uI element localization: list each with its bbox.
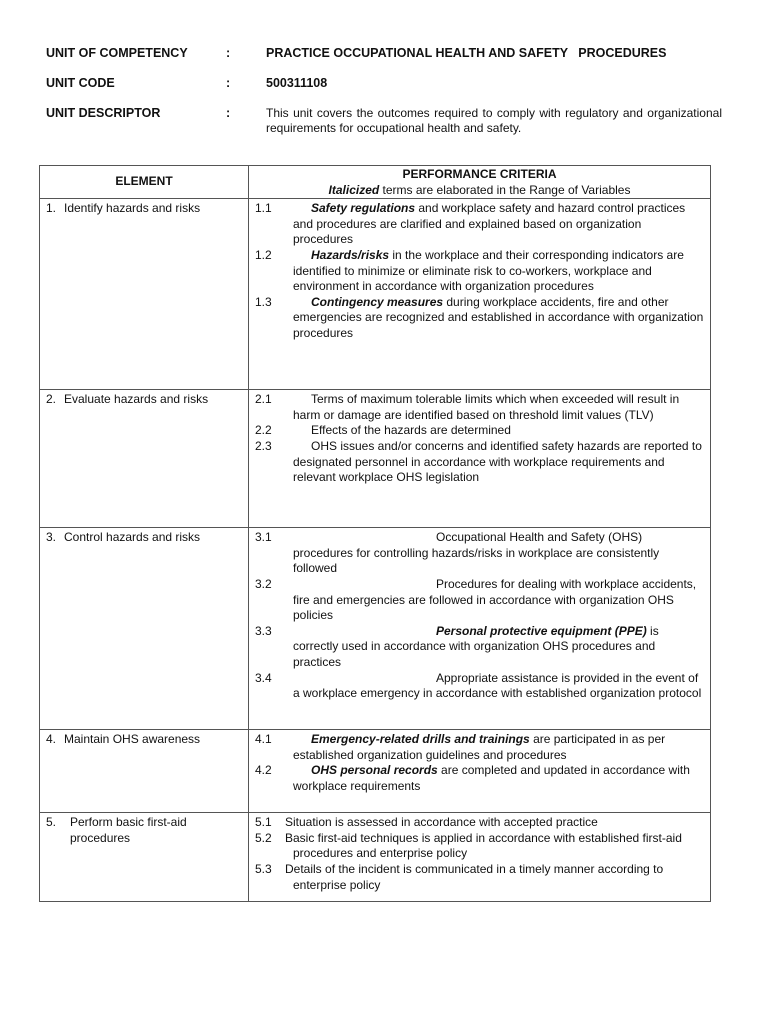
criterion-number: 3.2 [255, 576, 272, 591]
criterion-item [255, 439, 704, 486]
criteria-header-note [329, 183, 631, 197]
unit-code-value: 500311108 [266, 76, 328, 90]
italicized-word: Italicized [328, 182, 380, 197]
criterion-text: Occupational Health and Safety (OHS) procedures for controlling hazards/risks in workplace are consistently followed [293, 530, 660, 576]
criterion-text: Situation is assessed in accordance with accepted practice [285, 815, 598, 830]
unit-of-competency-row [46, 46, 726, 62]
element-number: 1. [46, 201, 57, 216]
criteria-cell [249, 528, 711, 730]
criterion-number: 4.1 [255, 732, 272, 747]
unit-of-competency-label: UNIT OF COMPETENCY [46, 46, 188, 60]
criterion-number: 5.3 [255, 861, 272, 876]
criterion-item [255, 763, 704, 794]
element-cell [40, 390, 249, 528]
criterion-text: Appropriate assistance is provided in the event of a workplace emergency in accordance with established organization protocol [293, 670, 702, 701]
element-cell [40, 730, 249, 813]
element-cell [40, 528, 249, 730]
criterion-text: in the workplace and their corresponding indicators are identified to minimize or eliminate risk to co-workers, workplace and environment in accordance with organization procedures [293, 247, 684, 294]
criterion-number: 4.2 [255, 763, 272, 778]
element-number: 3. [46, 530, 57, 545]
criterion-item [255, 295, 704, 342]
criterion-term: Contingency measures [311, 294, 444, 309]
criterion-number: 1.2 [255, 247, 272, 262]
criterion-number: 1.1 [255, 201, 272, 216]
criteria-cell [249, 813, 711, 902]
element-text: Control hazards and risks [64, 530, 201, 545]
criterion-text: Procedures for dealing with workplace accidents, fire and emergencies are followed in accordance with organization OHS policies [293, 576, 697, 623]
element-wrap [46, 815, 244, 846]
criteria-column-header [249, 166, 711, 199]
criterion-text: are participated in as per established organization guidelines and procedures [293, 732, 666, 762]
criterion-number: 2.2 [255, 423, 272, 438]
criterion-number: 5.1 [255, 815, 272, 830]
unit-descriptor-label: UNIT DESCRIPTOR [46, 106, 161, 120]
criterion-number: 1.3 [255, 294, 272, 309]
criterion-number: 2.1 [255, 392, 272, 407]
table-row [40, 730, 711, 813]
element-number: 5. [46, 815, 57, 830]
criterion-item [255, 671, 704, 702]
element-number: 2. [46, 392, 57, 407]
criterion-number: 5.2 [255, 830, 272, 845]
criterion-item [255, 201, 704, 248]
criterion-item [255, 392, 704, 423]
criterion-text: and workplace safety and hazard control practices and procedures are clarified and explained based on organization procedures [293, 201, 686, 247]
unit-descriptor-value: This unit covers the outcomes required to comply with regulatory and organizational requirements for occupational health and safety. [266, 106, 722, 135]
table-row [40, 390, 711, 528]
unit-code-row [46, 76, 726, 92]
element-text: Evaluate hazards and risks [64, 392, 209, 407]
performance-criteria-table [39, 165, 711, 902]
criterion-item [255, 530, 704, 577]
criterion-text: Details of the incident is communicated in a timely manner according to enterprise policy [285, 861, 664, 892]
criterion-item [255, 624, 704, 671]
criterion-text: Terms of maximum tolerable limits which when exceeded will result in harm or damage are identified based on threshold limit values (TLV) [293, 392, 680, 422]
criterion-number: 3.4 [255, 670, 272, 685]
table-row [40, 813, 711, 902]
criterion-text: Basic first-aid techniques is applied in accordance with established first-aid procedures and enterprise policy [285, 830, 682, 861]
table-header-row [40, 166, 711, 199]
criterion-item [255, 732, 704, 763]
criteria-cell [249, 390, 711, 528]
criterion-item [255, 815, 704, 831]
criteria-note-rest: terms are elaborated in the Range of Variables [379, 182, 631, 197]
criterion-number: 3.1 [255, 530, 272, 545]
criteria-cell [249, 730, 711, 813]
criterion-text: is correctly used in accordance with organization OHS procedures and practices [293, 623, 659, 669]
colon: : [226, 46, 231, 60]
table-row [40, 199, 711, 390]
unit-code-label: UNIT CODE [46, 76, 115, 90]
element-cell [40, 813, 249, 902]
criterion-term: OHS personal records [311, 763, 438, 778]
criterion-text: are completed and updated in accordance with workplace requirements [293, 763, 690, 793]
criterion-term: Emergency-related drills and trainings [311, 732, 530, 747]
criterion-number: 2.3 [255, 438, 272, 453]
criterion-term: Personal protective equipment (PPE) [436, 623, 647, 638]
criterion-text: during workplace accidents, fire and other emergencies are recognized and established in accordance with organization procedures [293, 294, 704, 340]
element-column-header: ELEMENT [40, 166, 249, 199]
criterion-text: OHS issues and/or concerns and identified safety hazards are reported to designated personnel in accordance with workplace requirements and relevant workplace OHS legislation [293, 438, 702, 485]
criterion-item [255, 577, 704, 624]
element-text: Identify hazards and risks [64, 201, 201, 216]
criterion-item [255, 423, 704, 439]
criteria-header-title: PERFORMANCE CRITERIA [402, 167, 557, 181]
criterion-item [255, 862, 704, 893]
criterion-term: Safety regulations [311, 201, 416, 216]
criterion-term: Hazards/risks [311, 247, 390, 262]
colon: : [226, 76, 231, 90]
unit-descriptor-row [46, 106, 726, 138]
element-cell [40, 199, 249, 390]
element-text: Maintain OHS awareness [64, 732, 201, 747]
element-text: Perform basic first-aid procedures [70, 815, 187, 845]
criterion-number: 3.3 [255, 623, 272, 638]
unit-of-competency-value: PRACTICE OCCUPATIONAL HEALTH AND SAFETY PROCEDURES [266, 46, 667, 60]
criterion-text: Effects of the hazards are determined [311, 423, 511, 438]
colon: : [226, 106, 231, 120]
criteria-cell [249, 199, 711, 390]
table-row [40, 528, 711, 730]
criterion-item [255, 831, 704, 862]
element-number: 4. [46, 732, 57, 747]
criterion-item [255, 248, 704, 295]
